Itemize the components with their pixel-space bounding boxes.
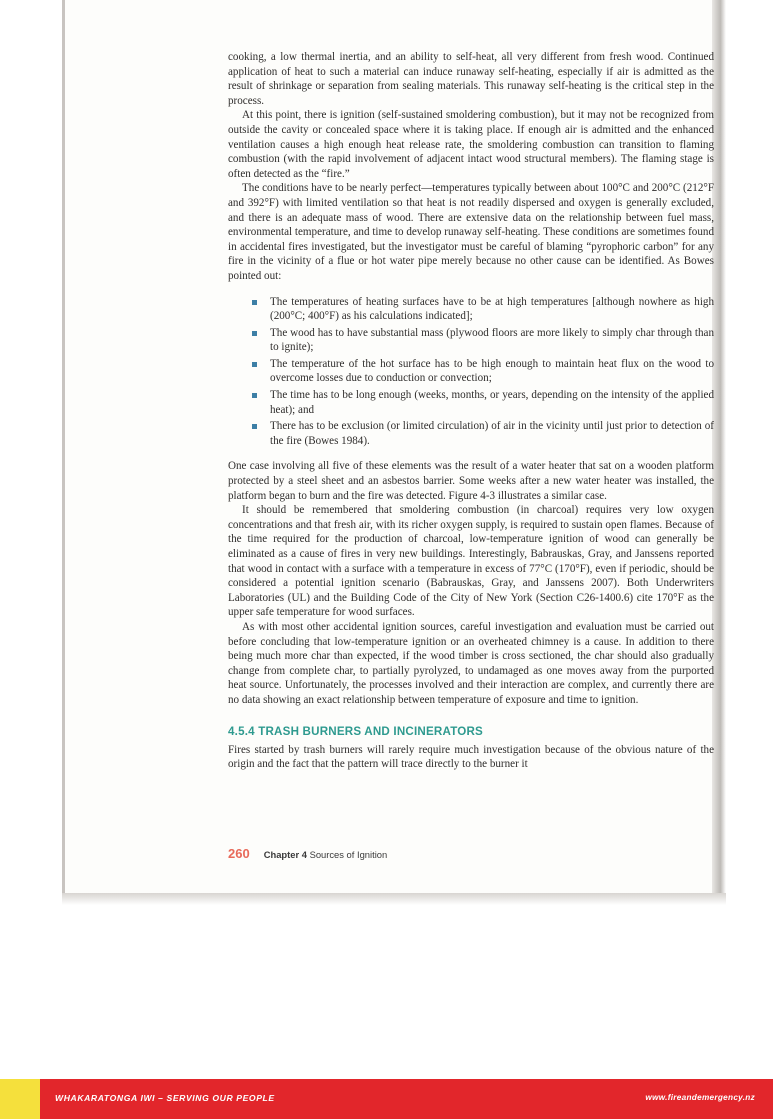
page-text-column bbox=[228, 50, 714, 772]
list-item bbox=[252, 326, 714, 355]
bullet-square-icon bbox=[252, 424, 257, 429]
list-item bbox=[252, 295, 714, 324]
paragraph: It should be remembered that smoldering combustion (in charcoal) requires very low oxygen concentrations and that fresh air, with its richer oxygen supply, is required to sustain open flames. Because of the time required for the production of charcoal, low-temperature ignition of wood can generally be eliminated as a cause of fires in very new buildings. Interestingly, Babrauskas, Gray, and Janssens reported that wood in contact with a surface with a temperature in excess of 77°C (170°F), even if periodic, should be considered a potential ignition scenario (Babrauskas, Gray, and Janssens 2007). Both Underwriters Laboratories (UL) and the Building Code of the City of New York (Section C26-1400.6) cite 170°F as the upper safe temperature for wood surfaces. bbox=[228, 504, 714, 619]
list-item bbox=[252, 357, 714, 386]
list-item bbox=[252, 388, 714, 417]
list-item-text: The temperatures of heating surfaces have to be at high temperatures [although nowhere as high (200°C; 400°F) as his calculations indicated]; bbox=[270, 295, 714, 323]
blank-area bbox=[0, 905, 773, 1079]
page-footer bbox=[228, 846, 714, 861]
bullet-square-icon bbox=[252, 362, 257, 367]
list-item-text: The temperature of the hot surface has to be high enough to maintain heat flux on the wood to overcome losses due to conduction or convection; bbox=[270, 357, 714, 385]
paragraph: As with most other accidental ignition sources, careful investigation and evaluation must be carried out before concluding that low-temperature ignition or an overheated chimney is a cause. In addition to there being much more char than expected, if the wood timber is cross sectioned, the char should also gradually change from complete char, to partially pyrolyzed, to undamaged as one moves away from the purported heat source. Unfortunately, the processes involved and their interaction are complex, and currently there are no data showing an exact relationship between temperature of exposure and time to ignition. bbox=[228, 620, 714, 706]
paragraph: Fires started by trash burners will rarely require much investigation because of the obvious nature of the origin and the fact that the pattern will trace directly to the burner it bbox=[228, 743, 714, 771]
paragraph: cooking, a low thermal inertia, and an ability to self-heat, all very different from fresh wood. Continued application of heat to such a material can induce runaway self-heating, especially if air is admitted as the result of shrinkage or separation from sealing materials. This runaway self-heating is the critical step in the process. bbox=[228, 51, 714, 107]
running-head-title: Sources of Ignition bbox=[309, 849, 388, 860]
page-bottom-shadow bbox=[62, 893, 726, 905]
running-head-chapter-label: Chapter 4 bbox=[263, 849, 307, 860]
banner-yellow-block bbox=[0, 1079, 40, 1119]
paragraph: One case involving all five of these elements was the result of a water heater that sat on a wooden platform protected by a steel sheet and an asbestos barrier. Some weeks after a new water heater was installed, the platform began to burn and the fire was detected. Figure 4-3 illustrates a similar case. bbox=[228, 460, 714, 502]
list-item-text: There has to be exclusion (or limited circulation) of air in the vicinity until just prior to detection of the fire (Bowes 1984). bbox=[270, 420, 714, 447]
section-heading: 4.5.4 TRASH BURNERS AND INCINERATORS bbox=[228, 724, 483, 738]
bullet-square-icon bbox=[252, 300, 257, 305]
bullet-square-icon bbox=[252, 393, 257, 398]
paragraph: At this point, there is ignition (self-sustained smoldering combustion), but it may not be recognized from outside the cavity or concealed space where it is taking place. If enough air is admitted and the enhanced ventilation causes a high enough heat release rate, the smoldering combustion can transition to flaming combustion (with the rapid involvement of adjacent intact wood structural members). The flaming stage is often detected as the “fire.” bbox=[228, 109, 714, 180]
bullet-square-icon bbox=[252, 331, 257, 336]
bottom-banner bbox=[0, 1079, 773, 1119]
list-item-text: The wood has to have substantial mass (plywood floors are more likely to simply char through than to ignite); bbox=[270, 326, 714, 354]
banner-tagline: WHAKARATONGA IWI – SERVING OUR PEOPLE bbox=[55, 1093, 275, 1103]
page-number: 260 bbox=[228, 846, 250, 861]
paragraph: The conditions have to be nearly perfect—temperatures typically between about 100°C and 200°C (212°F and 392°F) with limited ventilation so that heat is not readily dispersed and oxygen is generally excluded, and there is an adequate mass of wood. There are extensive data on the relationship between fuel mass, environmental temperature, and time to develop runaway self-heating. These conditions are sometimes found in accidental fires investigated, but the investigator must be careful of blaming “pyrophoric carbon” for any fire in the vicinity of a flue or hot water pipe merely because no other cause can be identified. As Bowes pointed out: bbox=[228, 182, 714, 282]
page-right-shadow bbox=[712, 0, 726, 905]
list-item-text: The time has to be long enough (weeks, months, or years, depending on the intensity of the applied heat); and bbox=[270, 389, 714, 416]
list-item bbox=[252, 419, 714, 448]
running-head-chapter bbox=[264, 849, 388, 860]
bullet-list bbox=[228, 295, 714, 449]
banner-website-link[interactable]: www.fireandemergency.nz bbox=[645, 1093, 755, 1102]
page-left-edge bbox=[62, 0, 65, 897]
